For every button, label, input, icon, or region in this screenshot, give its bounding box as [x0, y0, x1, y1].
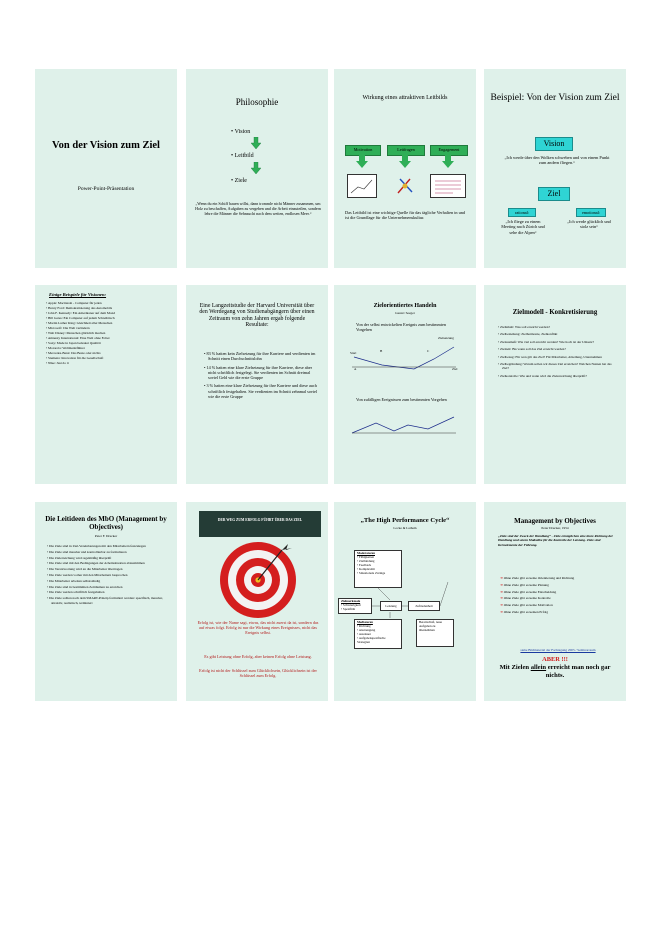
arrow-bullet-icon: ➜	[500, 603, 503, 608]
box-engagement: Engagement	[430, 145, 468, 156]
slide-zielorientiert	[334, 285, 476, 484]
slide-visionen-beispiele	[35, 285, 177, 484]
slide11-author: Locke & Latham	[393, 526, 417, 530]
list-item: ➜ Ohne Ziele gibt es keinen Erfolg	[500, 609, 549, 614]
target-icon	[210, 538, 306, 618]
list-item: • Schwierigkeit	[341, 602, 361, 607]
zielmodell-list	[498, 325, 616, 379]
slide7-author: Gustav Seeger	[395, 311, 415, 315]
slide2-title: Philosophie	[235, 97, 279, 107]
list-item: • Aufgabenspezifische Strategien	[357, 635, 386, 644]
slide-leitbild-wirkung	[334, 69, 476, 268]
list-item: • Apple: Macintosh - Computer für jeden	[46, 301, 102, 305]
list-item: • Die Ziele sind in bestimmten Zeiträumen zu erreichen	[47, 584, 123, 589]
emotional-box: emotional:	[576, 208, 606, 217]
list-item: • Die Verantwortung wird an die Mitarbeiter übertragen	[47, 567, 123, 572]
list-item: • Fähigkeiten	[357, 554, 374, 559]
label-a: A	[354, 367, 357, 371]
list-item: • Die Ziele sollten nach dem SMART-Prinzip formuliert werden: spezifisch, messbar, attraktiv, realistisch, terminiert	[47, 596, 163, 605]
vision-list	[46, 301, 172, 366]
list-item: ➜ Ohne Ziele gibt es keine Motivation	[500, 603, 553, 608]
slide9-title: Die Leitideen des MbO (Management by Objectives)	[45, 515, 167, 531]
flow-step-vision: • Vision	[231, 129, 251, 135]
slide7-text1: Von der selbst entwickelten Ereignis zum bestimmten Vorgehen	[356, 322, 446, 333]
rational-box: rational:	[508, 208, 536, 217]
list-item: • Zielzeit: Bis wann soll das Ziel erreicht werden?	[498, 347, 566, 352]
list-item: • Zielbegründung: Warum sollen wir dieses Ziel erreichen? Welchen Nutzen hat das Ziel?	[498, 362, 612, 371]
list-item: ➜ Ohne Ziele gibt es keine Orientierung und Richtung	[500, 576, 575, 580]
arrow-down-icon	[251, 162, 261, 174]
closing-text: Mit Zielen allein erreicht man noch gar nichts.	[499, 664, 611, 679]
flow-step-leitbild: • Leitbild	[231, 153, 254, 159]
list-item: • Die Ziele werden vorher mit den Mitarbeitern besprochen	[47, 572, 128, 577]
mbo-list	[47, 544, 169, 606]
list-item: • Motorola: Weltmarktführer	[46, 346, 85, 350]
arrow-down-icons	[356, 155, 466, 169]
emotional-text: „Ich werde glücklich und stolz sein“	[567, 219, 611, 230]
slide1-subtitle: Power-Point-Präsentation	[77, 186, 135, 192]
zielmerkmale-title: Zielmerkmale	[341, 599, 361, 603]
list-item: • Zielkontrolle: Wie und wann wird die Zielerreichung überprüft?	[498, 373, 587, 378]
list-item: • Siemens: Innovation für die Gesellschaft	[46, 356, 104, 360]
slide-harvard-studie	[186, 285, 328, 484]
label-start: Start	[350, 351, 357, 355]
list-item: • Walt Disney: Menschen glücklich machen	[46, 331, 106, 335]
label-c: C	[427, 349, 430, 353]
slide12-title: Management by Objectives	[514, 517, 596, 525]
rational-text: „Ich fliege zu einem Meeting nach Zürich und sehe die Alpen“	[501, 219, 545, 235]
list-item: • Die Ziele sind messbar und kontrollierbar zu formulieren	[47, 549, 127, 554]
list-item: • Zielinhalt: Was soll erreicht werden?	[498, 325, 550, 329]
label-ziel: Zielsetzung	[438, 336, 454, 340]
label-b: B	[380, 349, 383, 353]
list-item: • Bill Gates: Ein Computer auf jedem Schreibtisch	[46, 316, 115, 320]
arrow-bullet-icon: ➜	[500, 576, 503, 580]
slide-title	[35, 69, 177, 268]
slide-philosophie	[186, 69, 328, 268]
slide3-title: Wirkung eines attraktiven Leitbilds	[362, 95, 448, 101]
list-item: • Die Ziele sind mit den Bedingungen der Arbeitssituation abzustimmen	[47, 561, 145, 566]
list-item: • John F. Kennedy: Ein Amerikaner auf dem Mond	[46, 311, 116, 315]
list-item: • Die Zielerreichung wird regelmäßig überprüft	[47, 555, 112, 560]
study-list	[204, 351, 320, 400]
list-item: • Die Ziele werden schriftlich festgehalten	[47, 590, 105, 595]
list-item: • Zielausmaß: Wie viel soll erreicht werden? Wie hoch ist der Umsatz?	[498, 339, 594, 344]
mediatoren-box	[354, 619, 402, 649]
tools-icon	[392, 175, 418, 197]
list-item: ➜ Ohne Ziele gibt es keine Kontrolle	[500, 596, 551, 601]
arrow-down-icon	[251, 137, 261, 149]
path-graph-2	[346, 413, 464, 441]
slide6-title: Eine Langzeitstudie der Harvard Universität über den Werdegang von Studienabgängern über einen Zeitraum von zehn Jahren ergab folgende Resultate:	[199, 303, 315, 329]
list-item: ➜ Ohne Ziele gibt es keine Planung	[500, 582, 549, 587]
aber-text: ABER !!!	[542, 656, 568, 663]
quote-3: Erfolg ist nicht der Schlüssel zum Glücklichsein, Glücklichsein ist der Schlüssel zum Erfolg.	[199, 668, 317, 679]
slide4-title: Beispiel: Von der Vision zum Ziel	[490, 93, 620, 103]
chart-image	[347, 174, 377, 198]
slide-high-performance-cycle	[334, 502, 476, 701]
leistung-box: Leistung	[380, 601, 402, 611]
flow-step-ziele: • Ziele	[231, 178, 247, 184]
list-item: • Feedback	[357, 562, 372, 567]
zufriedenheit-box: Zufriedenheit	[408, 601, 440, 611]
slide1-title: Von der Vision zum Ziel	[52, 140, 160, 151]
slide-mbo	[484, 502, 626, 701]
document-image	[430, 174, 466, 198]
list-item: • Nike: Just do it	[46, 361, 69, 365]
box-motivation: Motivation	[345, 145, 381, 156]
list-item: • Ausdauer	[357, 631, 371, 636]
mbo-reasons-list	[500, 576, 620, 615]
list-item: • Sony: Made in Japan bedeutet Qualität	[46, 341, 101, 345]
list-item: • Komplexität	[357, 566, 375, 571]
slide-zielmodell	[484, 285, 626, 484]
trend-graph-icon	[348, 175, 376, 197]
mediatoren-title: Mediatoren	[357, 620, 373, 624]
bereitschaft-box: Bereitschaft, neue Aufgaben zu übernehmen	[416, 619, 454, 647]
slide11-title: „The High Performance Cycle“	[360, 517, 450, 524]
arrow-bullet-icon: ➜	[500, 609, 503, 614]
vision-box: Vision	[535, 137, 573, 151]
list-item: • Situationale Zwänge	[357, 570, 386, 575]
list-item: • 3 % hatten eine klare Zielsetzung für ihre Karriere und diese auch schriftlich festgehalten. Sie verdienten im Schnitt zehnmal soviel wie die erste Gruppe	[204, 383, 318, 400]
slide12-author: Peter Drucker, 1954	[541, 526, 569, 530]
slide-mbo-leitideen	[35, 502, 177, 701]
slide7-text2: Von zufälligen Ereignissen zum bestimmten Vorgehen	[356, 397, 447, 402]
ziel-box: Ziel	[538, 187, 570, 201]
quote-2: Es gibt Leistung ohne Erfolg, aber keinen Erfolg ohne Leistung.	[204, 654, 312, 659]
box-leitfragen: Leitfragen	[387, 145, 425, 156]
slide3-note: Das Leitbild ist eine wichtige Quelle für das tägliche Verhalten in und ist die Grundlage für die Unternehmenskultur.	[345, 210, 466, 221]
list-item: • Zielbezug: Für wen gilt das Ziel? Für Mitarbeiter, Abteilung, Unternehmen	[498, 354, 602, 359]
arrow-bullet-icon: ➜	[500, 582, 503, 587]
slide12-intro: „Ziele sind der Zweck der Handlung“ - Ziele ermöglichen eine klare Richtung der Handlung und setzen Maßstäbe für die Kontrolle der Leistung. Ziele sind Kernelemente der Führung.	[498, 534, 613, 547]
list-item: • Martin Luther King: Gleichheit aller Menschen	[46, 321, 113, 325]
list-item: • Zielbeziehung: Zielharmonie, Zielkonflikt	[498, 332, 558, 337]
list-item: • Amnesty International: Eine Welt ohne Folter	[46, 336, 110, 340]
slide8-title: Zielmodell - Konkretisierung	[512, 309, 598, 316]
list-item: • Henry Ford: Demokratisierung des Automobils	[46, 306, 113, 310]
list-item: • 14 % hatten eine klare Zielsetzung für ihre Karriere, diese aber nicht schriftlich festgelegt. Sie verdienten im Schnitt dreimal soviel Geld wie die erste Gruppe	[204, 364, 312, 381]
list-item: • Zielbindung	[357, 558, 375, 563]
path-graph-1	[346, 341, 464, 373]
list-item: • Richtung	[357, 623, 371, 628]
list-item: • Die Mitarbeiter arbeiten selbstständig	[47, 578, 101, 583]
quote-1: Erfolg ist, wie der Name sagt, etwas, das nicht zuerst da ist, sondern das auf etwas folgt. Erfolg ist nur die Wirkung eines Ereignisses, nicht das Ereignis selbst.	[197, 620, 319, 636]
list-item: • Anstrengung	[357, 627, 376, 632]
vision-text: „Ich werde über den Wolken schweben und von einem Punkt zum andern fliegen.“	[504, 155, 610, 166]
slide2-quote: „Wenn du ein Schiff bauen willst, dann trommle nicht Männer zusammen, um Holz zu beschaffen, Aufgaben zu vergeben und die Arbeit einzuteilen, sondern lehre die Männer die Sehnsucht nach dem weiten, endlosen Meer.“	[195, 201, 321, 217]
slide9-author: Peter F. Drucker	[94, 534, 118, 538]
label-ziel2: Ziel	[452, 367, 458, 371]
slide-erfolg-ziel	[186, 502, 328, 701]
slide-beispiel	[484, 69, 626, 268]
list-item: • Mercedes-Benz: Das Beste oder nichts	[46, 351, 101, 355]
slide5-heading: Einige Beispiele für Visionen:	[49, 292, 107, 297]
list-item: • Spezifität	[341, 606, 356, 611]
arrow-bullet-icon: ➜	[500, 589, 503, 594]
arrow-bullet-icon: ➜	[500, 596, 503, 601]
list-item: ➜ Ohne Ziele gibt es keine Entscheidung	[500, 589, 557, 594]
banner: DER WEG ZUM ERFOLG FÜHRT ÜBER DAS ZIEL	[199, 511, 321, 537]
moderatoren-title: Moderatoren	[357, 551, 375, 555]
list-item: • Die Ziele sind in Ziel-Vereinbarungen mit den Mitarbeitern festzulegen	[47, 544, 146, 548]
slide7-title: Zielorientiertes Handeln	[373, 303, 437, 309]
lines-icon	[431, 175, 465, 197]
list-item: • 83 % hatten kein Zielsetzung für ihre Karriere und verdienten im Schnitt einen Durchschnittslohn	[204, 351, 316, 362]
slide12-link[interactable]: siehe Bildmaterial der Fachtagung 2005 / Seminarraum	[520, 648, 596, 652]
list-item: • Microsoft: Die Welt verändern	[46, 326, 90, 330]
